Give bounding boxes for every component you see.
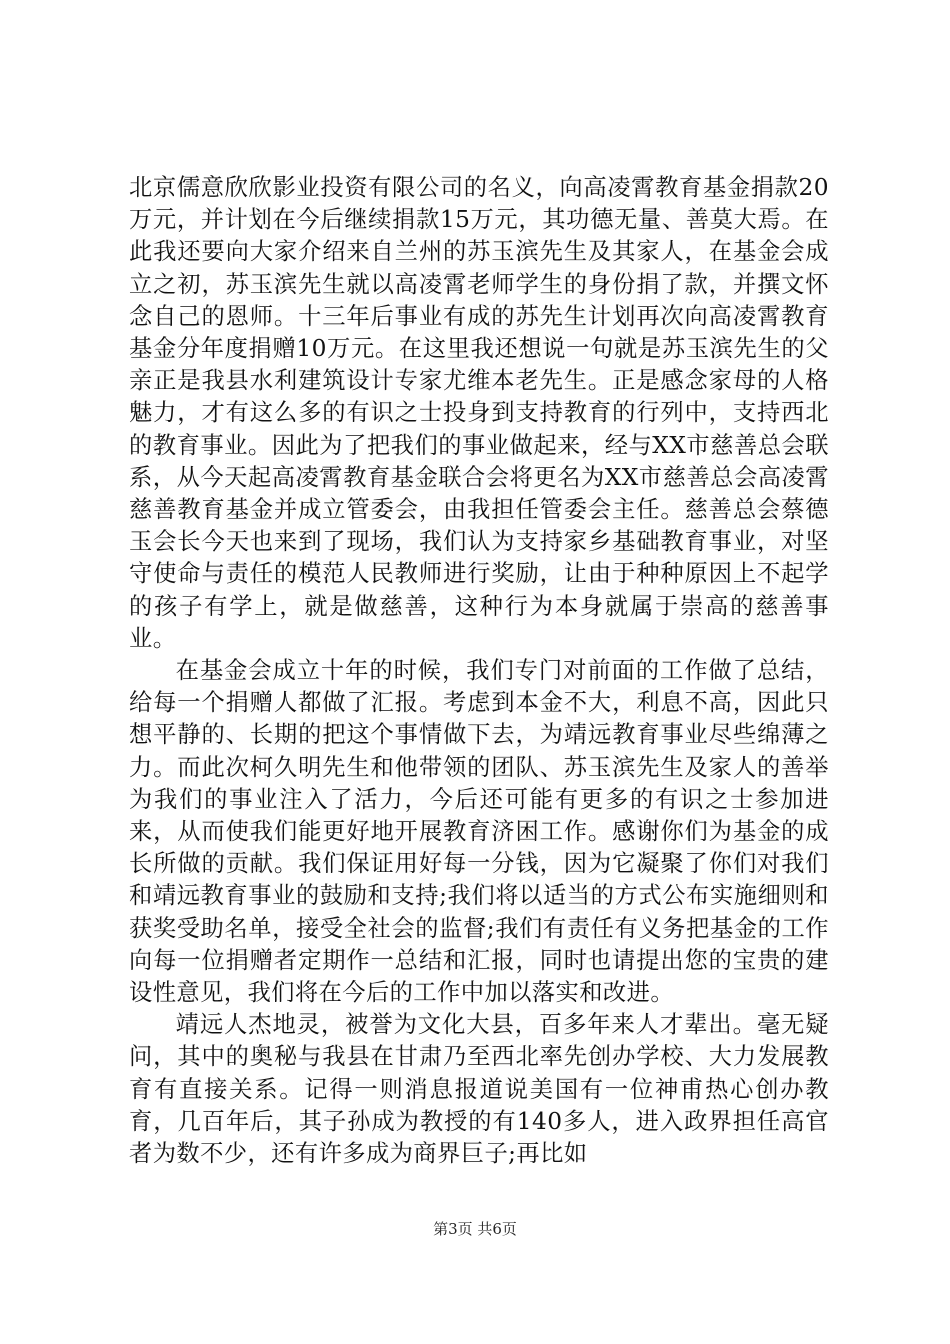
paragraph-3: 靖远人杰地灵，被誉为文化大县，百多年来人才辈出。毫无疑问，其中的奥秘与我县在甘肃乃至西北率先创办学校、大力发展教育有直接关系。记得一则消息报道说美国有一位神甫热心创办教育，几百年后，其子孙成为教授的有140多人，进入政界担任高官者为数不少，还有许多成为商界巨子;再比如	[129, 1011, 829, 1168]
paragraph-2: 在基金会成立十年的时候，我们专门对前面的工作做了总结，给每一个捐赠人都做了汇报。考虑到本金不大，利息不高，因此只想平静的、长期的把这个事情做下去，为靖远教育事业尽些绵薄之力。而此次柯久明先生和他带领的团队、苏玉滨先生及家人的善举为我们的事业注入了活力，今后还可能有更多的有识之士参加进来，从而使我们能更好地开展教育济困工作。感谢你们为基金的成长所做的贡献。我们保证用好每一分钱，因为它凝聚了你们对我们和靖远教育事业的鼓励和支持;我们将以适当的方式公布实施细则和获奖受助名单，接受全社会的监督;我们有责任有义务把基金的工作向每一位捐赠者定期作一总结和汇报，同时也请提出您的宝贵的建设性意见，我们将在今后的工作中加以落实和改进。	[129, 657, 829, 1007]
document-body	[129, 172, 829, 1170]
page-footer: 第3页 共6页	[433, 1220, 517, 1238]
paragraph-1: 北京儒意欣欣影业投资有限公司的名义，向高凌霄教育基金捐款20万元，并计划在今后继续捐款15万元，其功德无量、善莫大焉。在此我还要向大家介绍来自兰州的苏玉滨先生及其家人，在基金会成立之初，苏玉滨先生就以高凌霄老师学生的身份捐了款，并撰文怀念自己的恩师。十三年后事业有成的苏先生计划再次向高凌霄教育基金分年度捐赠10万元。在这里我还想说一句就是苏玉滨先生的父亲正是我县水利建筑设计专家尤维本老先生。正是感念家母的人格魅力，才有这么多的有识之士投身到支持教育的行列中，支持西北的教育事业。因此为了把我们的事业做起来，经与XX市慈善总会联系，从今天起高凌霄教育基金联合会将更名为XX市慈善总会高凌霄慈善教育基金并成立管委会，由我担任管委会主任。慈善总会蔡德玉会长今天也来到了现场，我们认为支持家乡基础教育事业，对坚守使命与责任的模范人民教师进行奖励，让由于种种原因上不起学的孩子有学上，就是做慈善，这种行为本身就属于崇高的慈善事业。	[129, 174, 829, 652]
